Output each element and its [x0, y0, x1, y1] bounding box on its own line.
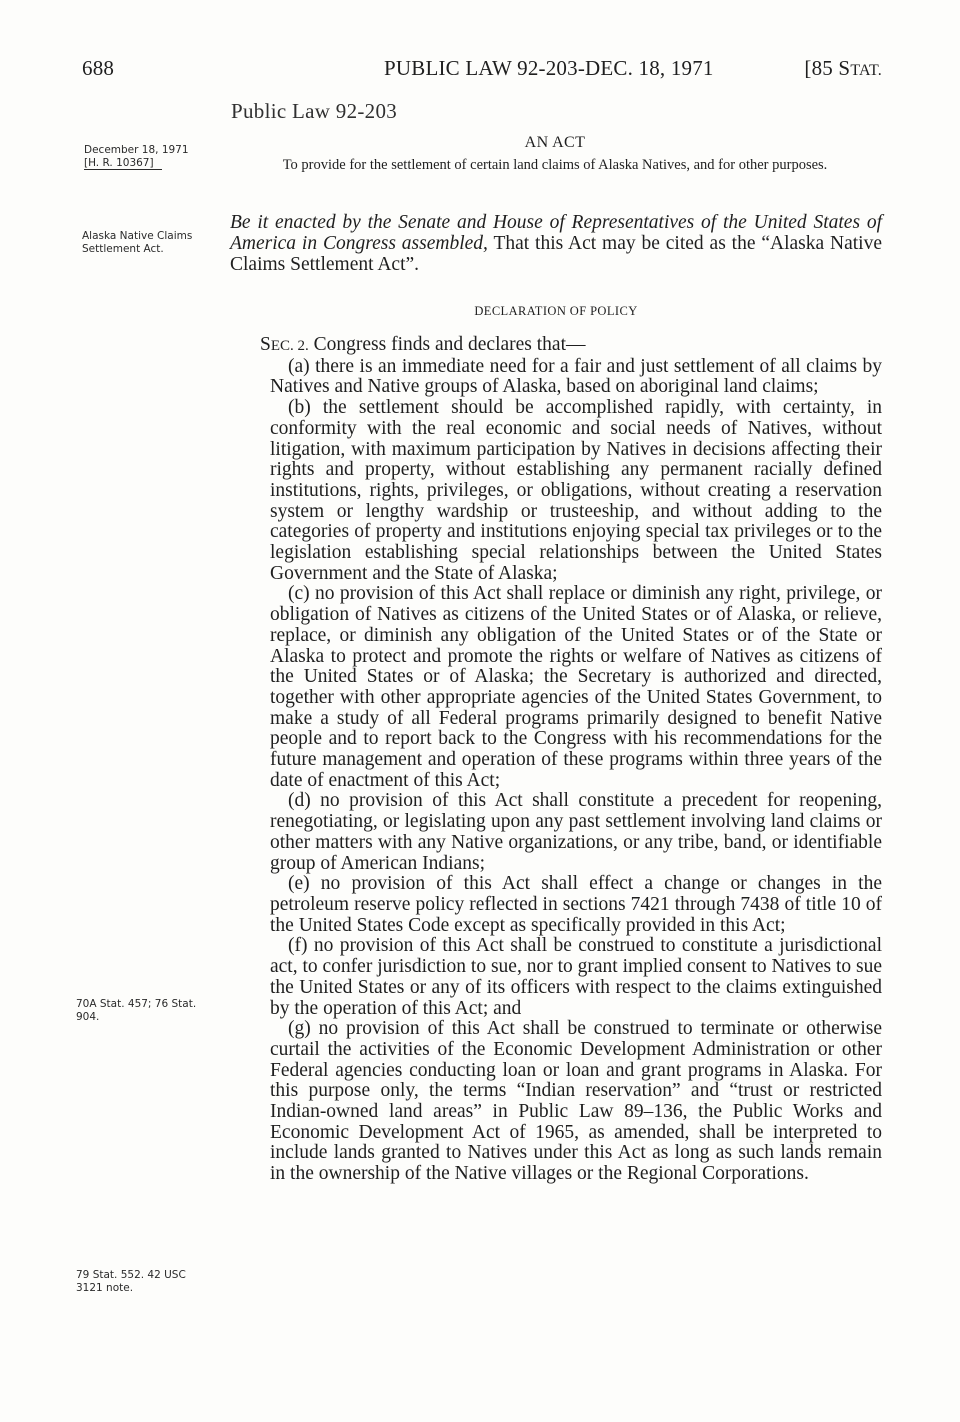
- section-2: [260, 335, 882, 1185]
- law-heading: Public Law 92-203: [231, 99, 398, 123]
- paragraph-f: (f) no provision of this Act shall be construed to constitute a jurisdictional act, to confer jurisdiction to sue, nor to grant implied consent to Natives to sue the United States or any of its officers with respect to the claims extinguished by the operation of this Act; and: [270, 935, 882, 1019]
- enacting-clause: [230, 212, 882, 275]
- page-number: 688: [82, 56, 115, 80]
- margin-note-date: [84, 144, 220, 170]
- statute-volume-prefix: [85 S: [804, 56, 851, 80]
- section-lead-text: Congress finds and declares that—: [313, 334, 586, 355]
- enacting-clause-roman: That this Act may be cited as the “Alaska Native Claims Settlement Act”.: [230, 233, 883, 275]
- paragraph-b: (b) the settlement should be accomplished rapidly, with certainty, in conformity with the real economic and social needs of Natives, without litigation, with maximum participation by Natives in decisions affecting their rights and property, without establishing any permanent racially defined institutions, rights, privileges, or obligations, without creating a reservation system or lengthy wardship or trusteeship, and without adding to the categories of property and institutions enjoying special tax privileges or to the legislation establishing special relationships between the United States Government and the State of Alaska;: [270, 397, 882, 584]
- section-lead: [260, 335, 882, 357]
- margin-note-bill-number: [H. R. 10367]: [84, 157, 162, 171]
- paragraph-e: (e) no provision of this Act shall effect a change or changes in the petroleum reserve policy reflected in sections 7421 through 7438 of title 10 of the United States Code except as specifically provided in this Act;: [270, 873, 882, 936]
- margin-note-short-title: Alaska Native Claims Settlement Act.: [82, 230, 193, 255]
- paragraph-g: (g) no provision of this Act shall be construed to terminate or otherwise curtail the activities of the Economic Development Administration or other Federal agencies conducting loan or loan and grant programs in Alaska. For this purpose only, the terms “Indian reservation” and “trust or restricted Indian-owned land areas” in Public Law 89–136, the Public Works and Economic Development Act of 1965, as amended, shall be interpreted to include lands granted to Natives under this Act as long as such lands remain in the ownership of the Native villages or the Regional Corporations.: [270, 1018, 882, 1185]
- margin-note-date-line: December 18, 1971: [84, 144, 189, 156]
- paragraph-c: (c) no provision of this Act shall replace or diminish any right, privilege, or obligation of Natives as citizens of the United States or of Alaska, or relieve, replace, or diminish any obligation of the United States or of the State or Alaska to protect and promote the rights or welfare of Natives as citizens of the United States or of Alaska; the Secretary is authorized and directed, together with other appropriate agencies of the United States Government, to make a study of all Federal programs primarily designed to benefit Native people and to report back to the Congress with his recommendations for the future management and operation of these programs within three years of the date of enactment of this Act;: [270, 583, 882, 791]
- an-act-heading: AN ACT: [524, 134, 586, 151]
- statute-volume: [804, 56, 882, 81]
- statute-volume-suffix: TAT.: [850, 62, 882, 79]
- running-head: [82, 56, 882, 84]
- section-heading: DECLARATION OF POLICY: [474, 304, 638, 318]
- section-label-rest: EC. 2.: [270, 338, 309, 354]
- paragraph-d: (d) no provision of this Act shall constitute a precedent for reopening, renegotiating, or legislating upon any past settlement involving land claims or other matters with any Native organizations, or any tribe, band, or identifiable group of American Indians;: [270, 790, 882, 874]
- margin-note-statute-ref-1: 70A Stat. 457; 76 Stat. 904.: [76, 998, 197, 1023]
- paragraph-a: (a) there is an immediate need for a fair and just settlement of all claims by Natives and Native groups of Alaska, based on aboriginal land claims;: [270, 355, 882, 398]
- margin-note-statute-ref-2: 79 Stat. 552. 42 USC 3121 note.: [76, 1269, 186, 1294]
- act-purpose: To provide for the settlement of certain land claims of Alaska Natives, and for other purposes.: [282, 157, 828, 173]
- enacting-clause-italic: Be it enacted by the Senate and House of Representatives of the United States of America in Congress assembled,: [230, 212, 882, 254]
- running-head-title: PUBLIC LAW 92-203-DEC. 18, 1971: [384, 56, 714, 80]
- section-label: [260, 334, 309, 355]
- section-label-cap: S: [260, 334, 271, 355]
